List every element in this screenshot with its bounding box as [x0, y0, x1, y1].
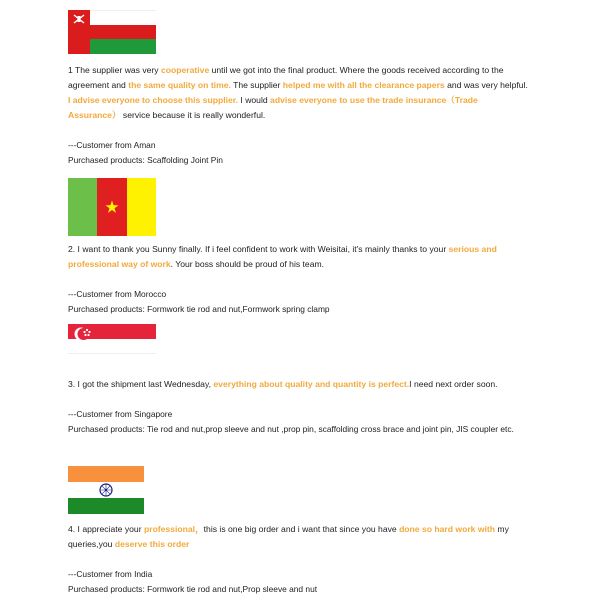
testimonial-2	[68, 178, 530, 317]
india-flag-icon	[68, 466, 144, 514]
text-segment: 4. I appreciate your	[68, 524, 144, 534]
text-segment: this is one big order and i want that since you have	[203, 524, 400, 534]
highlighted-phrase: serious and professional way of work	[68, 244, 497, 269]
text-segment: . Your boss should be proud of his team.	[170, 259, 325, 269]
customer-origin: ---Customer from Aman	[68, 140, 156, 150]
text-segment: 1 The supplier was very	[68, 65, 161, 75]
customer-origin: ---Customer from Morocco	[68, 289, 167, 299]
highlighted-phrase: the same quality on time.	[128, 80, 231, 90]
text-segment: and was very helpful.	[444, 80, 528, 90]
singapore-flag-icon	[68, 324, 156, 354]
text-segment: The supplier	[230, 80, 283, 90]
text-segment: service because it is really wonderful.	[120, 110, 266, 120]
testimonial-1	[68, 10, 530, 168]
oman-flag-icon	[68, 10, 156, 54]
text-segment: I would	[238, 95, 271, 105]
highlighted-phrase: advise everyone to use the trade insurance（Trade Assurance）	[68, 95, 478, 120]
highlighted-phrase: deserve this order	[114, 539, 190, 549]
customer-origin: ---Customer from Singapore	[68, 409, 173, 419]
customer-origin: ---Customer from India	[68, 569, 153, 579]
text-segment: until we got into the final product. Where the goods received according to the agreement and	[68, 65, 504, 90]
text-segment: 3. I got the shipment last Wednesday,	[68, 379, 214, 389]
testimonial-3	[68, 324, 530, 437]
cameroon-flag-icon	[68, 178, 156, 236]
testimonial-text	[68, 522, 530, 552]
testimonial-text	[68, 377, 530, 392]
highlighted-phrase: I advise everyone to choose this supplier.	[68, 95, 239, 105]
text-segment: my queries,you	[68, 524, 509, 549]
testimonial-4	[68, 466, 530, 597]
text-segment: I need next order soon.	[409, 379, 498, 389]
purchased-products: Purchased products: Scaffolding Joint Pin	[68, 155, 223, 165]
text-segment: 2. I want to thank you Sunny finally. If i feel confident to work with Weisitai, it's mainly thanks to your	[68, 244, 449, 254]
highlighted-phrase: professional，	[143, 524, 204, 534]
testimonial-text	[68, 242, 530, 272]
purchased-products: Purchased products: Tie rod and nut,prop sleeve and nut ,prop pin, scaffolding cross brace and joint pin, JIS coupler etc.	[68, 424, 514, 434]
purchased-products: Purchased products: Formwork tie rod and nut,Prop sleeve and nut	[68, 584, 318, 594]
highlighted-phrase: cooperative	[160, 65, 210, 75]
highlighted-phrase: helped me with all the clearance papers	[282, 80, 445, 90]
purchased-products: Purchased products: Formwork tie rod and nut,Formwork spring clamp	[68, 304, 330, 314]
highlighted-phrase: everything about quality and quantity is perfect.	[213, 379, 410, 389]
testimonial-text	[68, 63, 530, 123]
highlighted-phrase: done so hard work with	[399, 524, 496, 534]
